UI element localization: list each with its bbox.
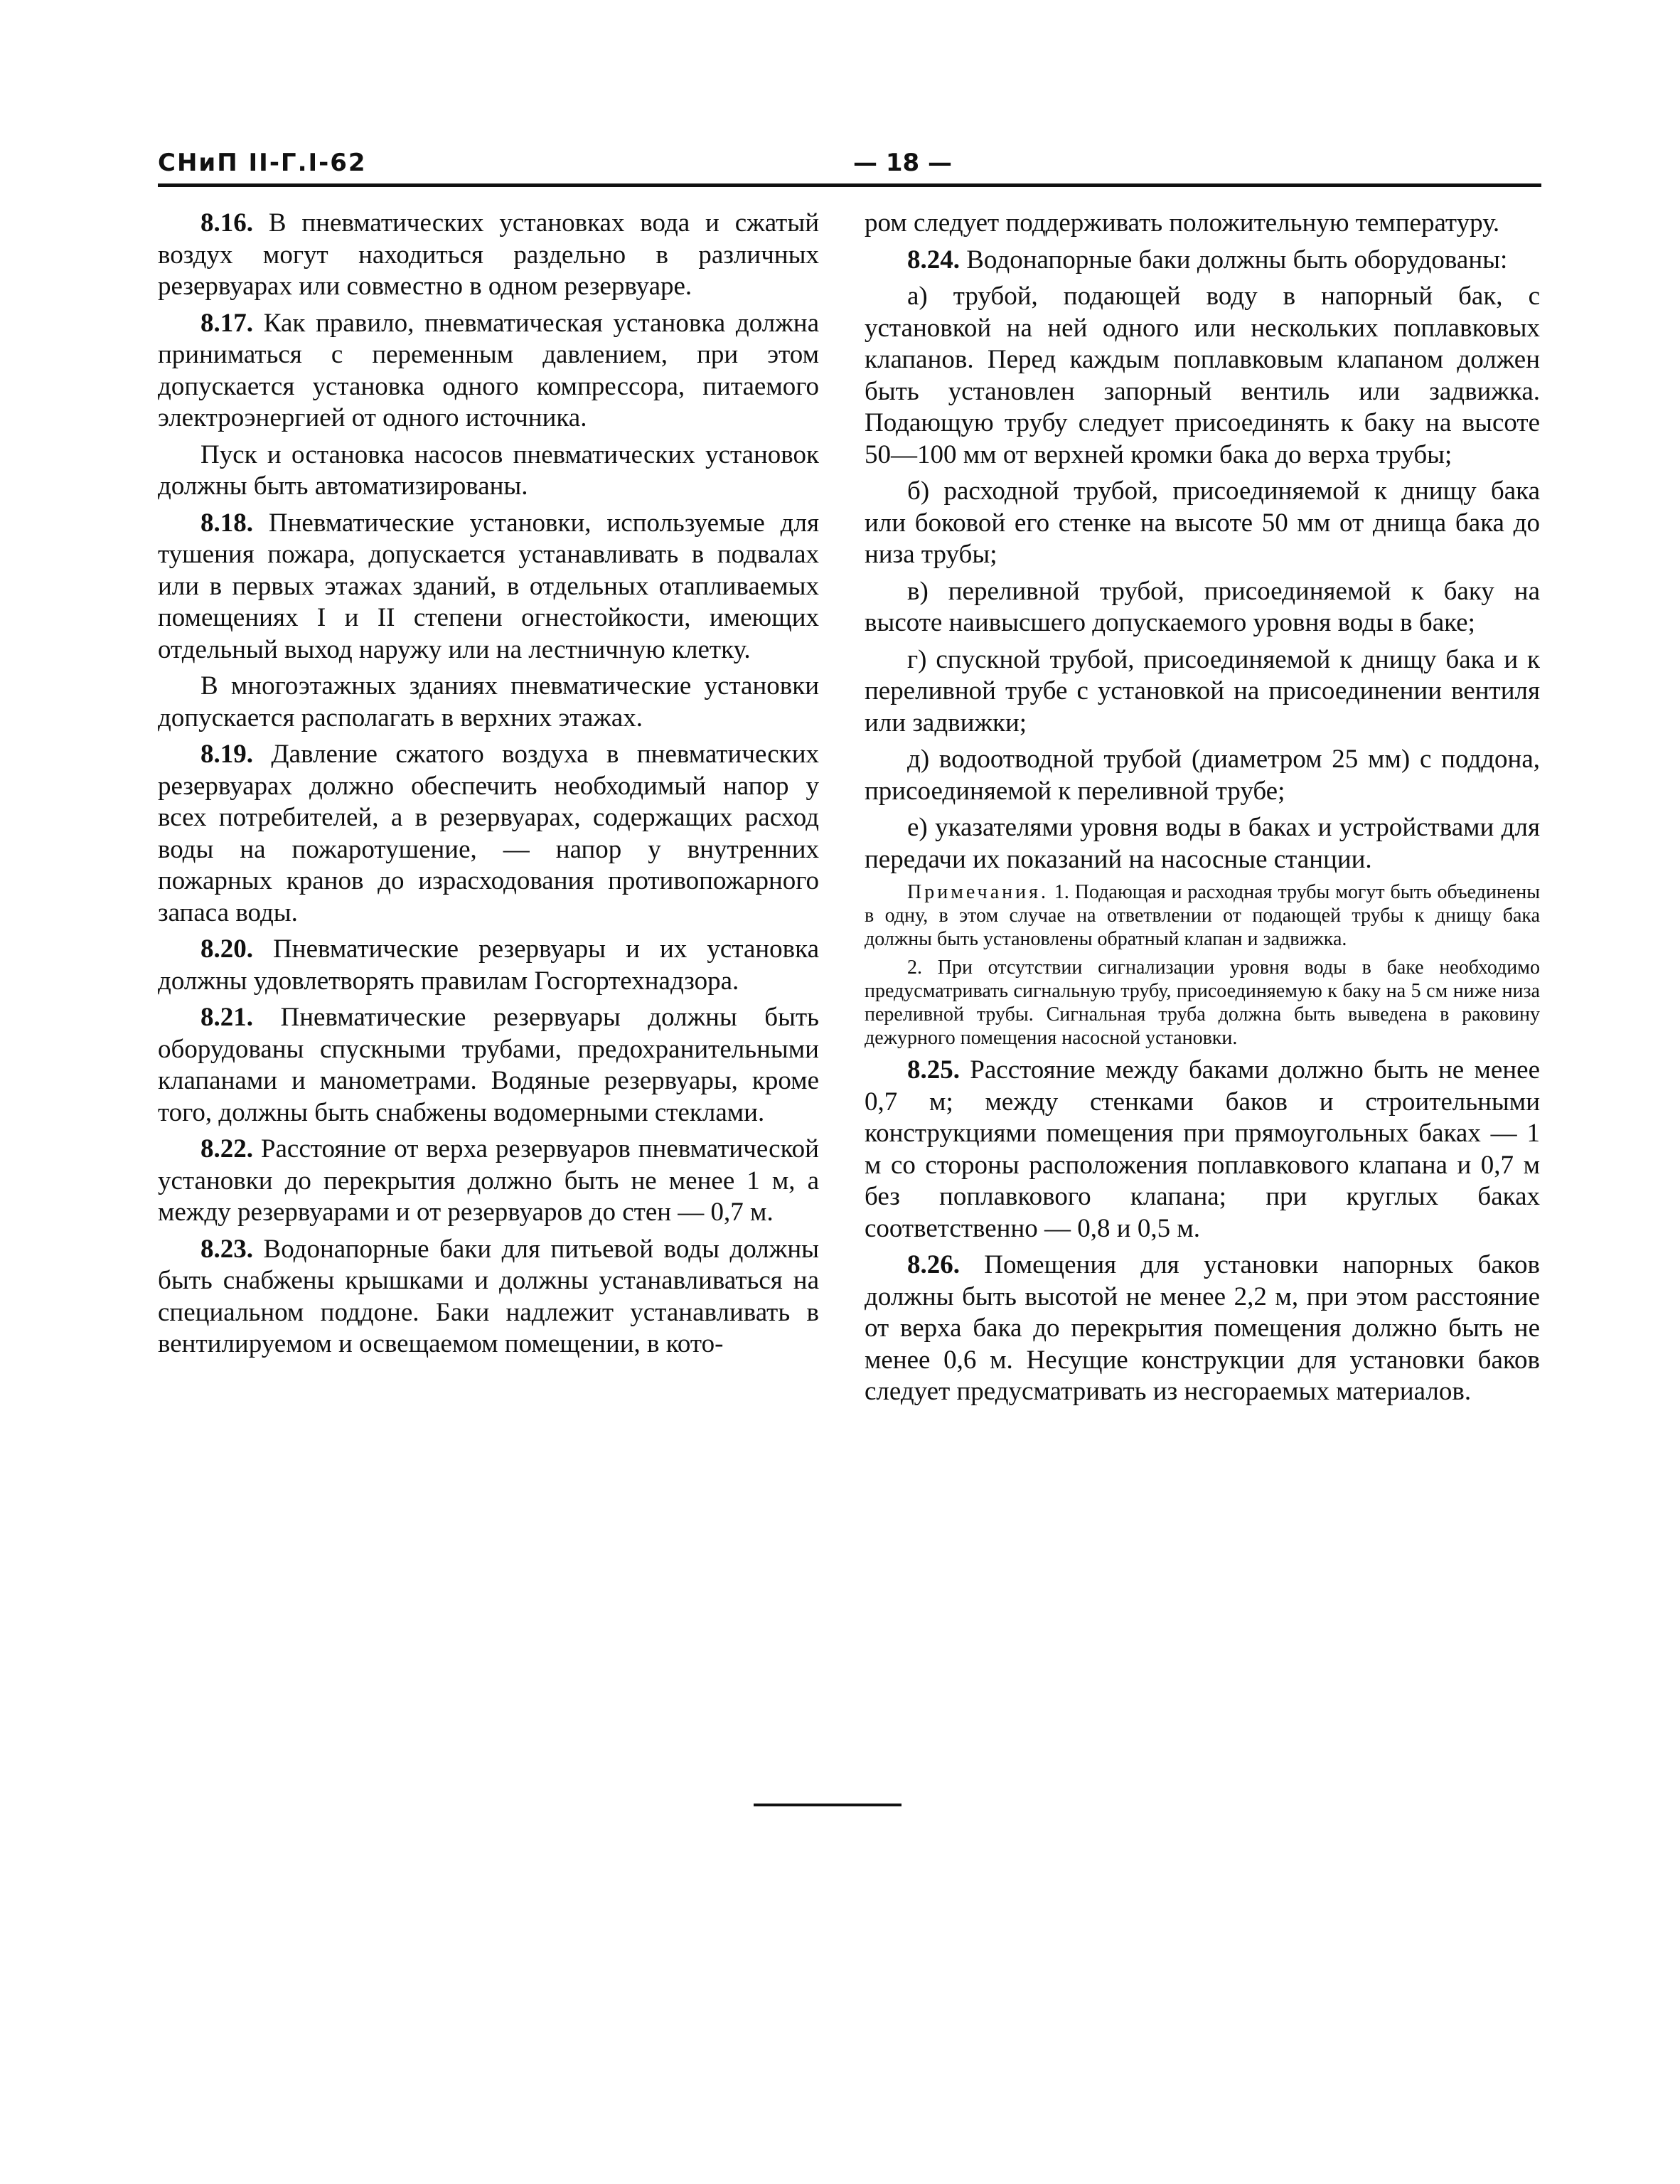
list-item: [865, 576, 1540, 639]
paragraph-text: Пневматические резервуары и их установка должны удовлетворять правилам Госгортехнадзора.: [158, 934, 819, 996]
list-item: [865, 744, 1540, 807]
paragraph-text: а) трубой, подающей воду в напорный бак, с установкой на ней одного или нескольких поплавковых клапанов. Перед каждым поплавковым клапаном должен быть установлен запорный вентиль или задвижка. Подающую трубу следует присоединять к баку на высоте 50—100 мм от верхней кромки бака до верха трубы;: [865, 282, 1540, 469]
paragraph: [865, 245, 1540, 277]
note-text: 1. Подающая и расходная трубы могут быть объединены в одну, в этом случае на ответвлении от подающей трубы к днищу бака должны быть установлены обратный клапан и задвижка.: [865, 881, 1541, 950]
clause-number: 8.20.: [200, 934, 253, 964]
paragraph-text: г) спускной трубой, присоединяемой к днищу бака и к переливной трубе с установкой на присоединении вентиля или задвижки;: [865, 644, 1540, 737]
note: [865, 880, 1540, 951]
paragraph-text: Пуск и остановка насосов пневматических установок должны быть автоматизированы.: [158, 440, 819, 501]
paragraph-text: Давление сжатого воздуха в пневматических резервуарах должно обеспечить необходимый напор у всех потребителей, а в резервуарах, содержащих расход воды на пожаротушение, — напор у внутренних пожарных кранов до израсходования противопожарного запаса воды.: [158, 740, 819, 927]
paragraph: [158, 1002, 819, 1129]
page-header: [158, 145, 1541, 181]
paragraph-text: Расстояние между баками должно быть не менее 0,7 м; между стенками баков и строительными конструкциями помещения при прямоугольных баках — 1 м со стороны расположения поплавкового клапана и 0,7 м без поплавкового клапана; при круглых баках соответственно — 0,8 и 0,5 м.: [865, 1055, 1540, 1243]
clause-number: 8.23.: [200, 1234, 253, 1264]
paragraph-text: В пневматических установках вода и сжатый воздух могут находиться раздельно в различных резервуарах или совместно в одном резервуаре.: [158, 208, 819, 301]
paragraph: [158, 1134, 819, 1229]
paragraph-text: д) водоотводной трубой (диаметром 25 мм) с поддона, присоединяемой к переливной трубе;: [865, 745, 1540, 806]
page-number: — 18 —: [853, 149, 952, 177]
notes-label: Примечания.: [907, 881, 1049, 903]
clause-number: 8.17.: [200, 308, 253, 338]
paragraph: [865, 1055, 1540, 1245]
list-item: [865, 644, 1540, 740]
right-column: [865, 208, 1540, 1413]
paragraph: [158, 934, 819, 997]
end-rule: [754, 1804, 901, 1806]
paragraph-text: Расстояние от верха резервуаров пневматической установки до перекрытия должно быть не менее 1 м, а между резервуарами и от резервуаров до стен — 0,7 м.: [158, 1134, 819, 1227]
paragraph: [158, 1234, 819, 1360]
paragraph: [158, 739, 819, 929]
paragraph: [158, 508, 819, 666]
paragraph: [158, 208, 819, 303]
paragraph: [158, 308, 819, 435]
clause-number: 8.19.: [200, 740, 253, 769]
paragraph: [158, 440, 819, 503]
list-item: [865, 476, 1540, 571]
paragraph-text: Водонапорные баки для питьевой воды должны быть снабжены крышками и должны устанавливаться на специальном поддоне. Баки надлежит устанавливать в вентилируемом и освещаемом помещении, в кото-: [158, 1234, 819, 1358]
list-item: [865, 812, 1540, 875]
note: [865, 956, 1540, 1050]
clause-number: 8.21.: [200, 1003, 253, 1032]
clause-number: 8.24.: [907, 245, 960, 275]
left-column: [158, 208, 819, 1365]
paragraph: [865, 1250, 1540, 1408]
paragraph: [158, 671, 819, 734]
clause-number: 8.18.: [200, 508, 253, 538]
header-rule: [158, 183, 1541, 187]
clause-number: 8.22.: [200, 1134, 253, 1163]
clause-number: 8.25.: [907, 1055, 960, 1085]
paragraph-text: Пневматические резервуары должны быть оборудованы спускными трубами, предохранительными клапанами и манометрами. Водяные резервуары, кроме того, должны быть снабжены водомерными стеклами.: [158, 1003, 819, 1127]
clause-number: 8.26.: [907, 1250, 960, 1279]
document-code: СНиП II-Г.I-62: [158, 149, 367, 177]
paragraph-text: е) указателями уровня воды в баках и устройствами для передачи их показаний на насосные станции.: [865, 813, 1540, 874]
paragraph-text: Пневматические установки, используемые для тушения пожара, допускается устанавливать в подвалах или в первых этажах зданий, в отдельных отапливаемых помещениях I и II степени огнестойкости, имеющих отдельный выход наружу или на лестничную клетку.: [158, 508, 819, 664]
clause-number: 8.16.: [200, 208, 253, 238]
paragraph-text: В многоэтажных зданиях пневматические установки допускается располагать в верхних этажах.: [158, 671, 819, 733]
paragraph: [865, 208, 1540, 240]
paragraph-text: Помещения для установки напорных баков должны быть высотой не менее 2,2 м, при этом расстояние от верха бака до перекрытия помещения должно быть не менее 0,6 м. Несущие конструкции для установки баков следует предусматривать из несгораемых материалов.: [865, 1250, 1540, 1406]
paragraph-text: Как правило, пневматическая установка должна приниматься с переменным давлением, при этом допускается установка одного компрессора, питаемого электроэнергией от одного источника.: [158, 308, 819, 432]
list-item: [865, 281, 1540, 471]
paragraph-text: ром следует поддерживать положительную температуру.: [865, 208, 1500, 238]
paragraph-text: б) расходной трубой, присоединяемой к днищу бака или боковой его стенке на высоте 50 мм от днища бака до низа трубы;: [865, 476, 1540, 569]
note-text: 2. При отсутствии сигнализации уровня воды в баке необходимо предусматривать сигнальную трубу, присоединяемую к баку на 5 см ниже низа переливной трубы. Сигнальная труба должна быть выведена в раковину дежурного помещения насосной установки.: [865, 957, 1540, 1049]
paragraph-text: Водонапорные баки должны быть оборудованы:: [960, 245, 1508, 275]
paragraph-text: в) переливной трубой, присоединяемой к баку на высоте наивысшего допускаемого уровня воды в баке;: [865, 576, 1540, 637]
